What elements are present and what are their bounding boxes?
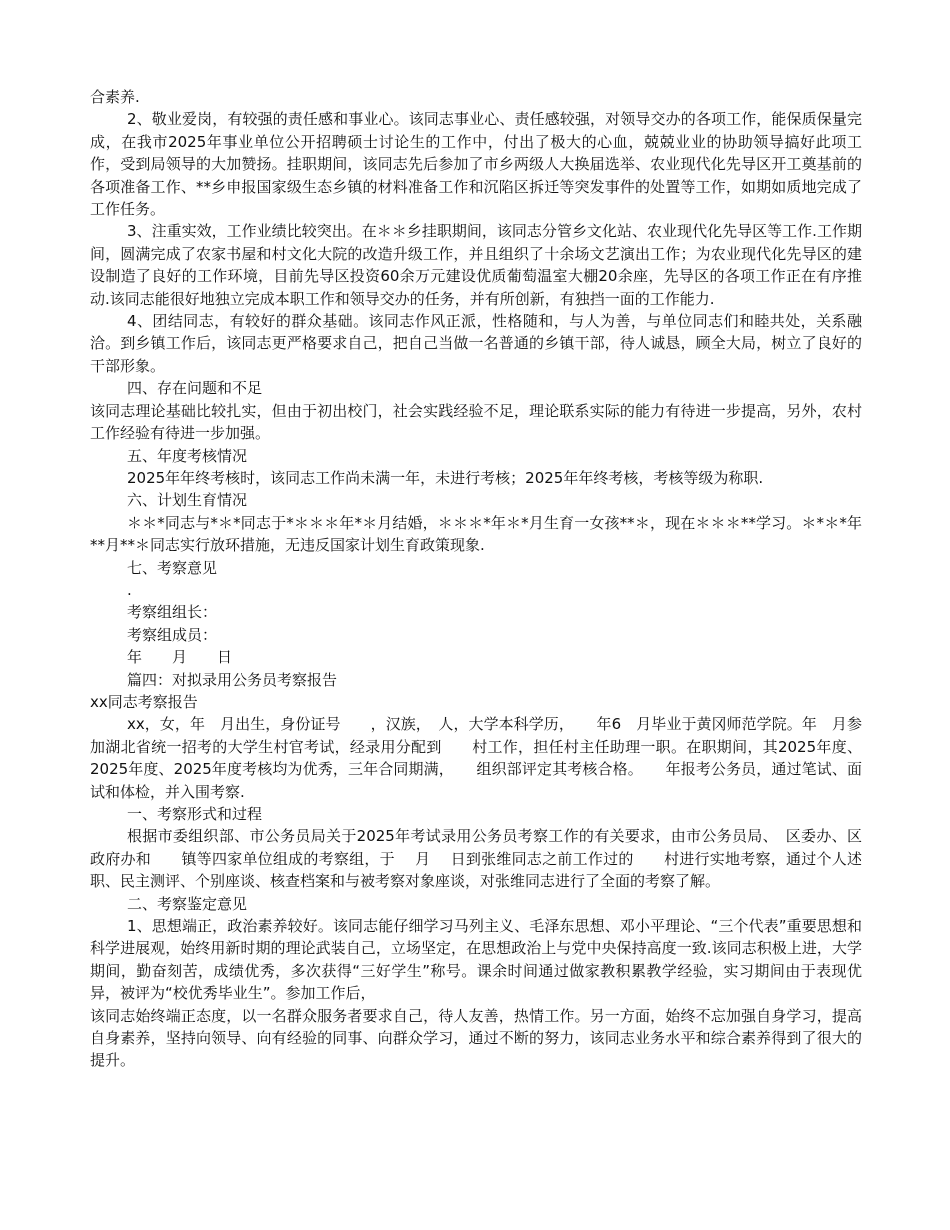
paragraph: 合素养. bbox=[90, 88, 140, 106]
section-heading: 一、考察形式和过程 bbox=[127, 805, 263, 823]
section-heading: 六、计划生育情况 bbox=[127, 491, 248, 510]
document-body bbox=[90, 86, 862, 1072]
paragraph: 该同志始终端正态度，以一名群众服务者要求自己，待人友善，热情工作。另一方面，始终不忘加强自身学习，提高自身素养，坚持向领导、向有经验的同事、向群众学习，通过不断的努力，该同志业务水平和综合素养得到了很大的提升。 bbox=[90, 1006, 862, 1070]
date-line: 年 月 日 bbox=[127, 648, 233, 667]
paragraph: 根据市委组织部、市公务员局关于2025年考试录用公务员考察工作的有关要求，由市公务员局、 区委办、区政府办和 镇等四家单位组成的考察组，于 月 日到张维同志之前工作过的 村进行实地考察，通过个人述职、民主测评、个别座谈、核查档案和与被考察对象座谈，对张维同志进行了全面的考察了解。 bbox=[90, 827, 862, 891]
chapter-title: 篇四：对拟录用公务员考察报告 bbox=[127, 670, 338, 689]
section-heading: 四、存在问题和不足 bbox=[127, 379, 263, 398]
paragraph: 该同志理论基础比较扎实，但由于初出校门，社会实践经验不足，理论联系实际的能力有待进一步提高，另外，农村工作经验有待进一步加强。 bbox=[90, 401, 862, 443]
paragraph: xx，女，年 月出生，身份证号 ，汉族， 人，大学本科学历， 年6 月毕业于黄冈师范学院。年 月参加湖北省统一招考的大学生村官考试，经录用分配到 村工作，担任村主任助理一职。在职期间，其2025年度、2025年度、2025年度考核均为优秀，三年合同期满， 组织部评定其考核合格。 年报考公务员，通过笔试、面试和体检，并入围考察. bbox=[90, 715, 862, 801]
paragraph: 3、注重实效，工作业绩比较突出。在＊＊乡挂职期间，该同志分管乡文化站、农业现代化先导区等工作.工作期间，圆满完成了农家书屋和村文化大院的改造升级工作，并且组织了十余场文艺演出工作；为农业现代化先导区的建设制造了良好的工作环境，目前先导区投资60余万元建设优质葡萄温室大棚20余座，先导区的各项工作正在有序推动.该同志能很好地独立完成本职工作和领导交办的任务，并有所创新，有独挡一面的工作能力. bbox=[90, 222, 862, 308]
section-heading: 二、考察鉴定意见 bbox=[127, 894, 248, 913]
signature-line-leader: 考察组组长： bbox=[127, 603, 218, 622]
paragraph: 2025年年终考核时，该同志工作尚未满一年，未进行考核；2025年年终考核，考核等级为称职. bbox=[127, 468, 764, 487]
report-title: xx同志考察报告 bbox=[90, 692, 198, 711]
paragraph: . bbox=[127, 580, 132, 599]
paragraph: 2、敬业爱岗，有较强的责任感和事业心。该同志事业心、责任感较强，对领导交办的各项工作，能保质保量完成，在我市2025年事业单位公开招聘硕士讨论生的工作中，付出了极大的心血，兢兢业业的协助领导搞好此项工作，受到局领导的大加赞扬。挂职期间，该同志先后参加了市乡两级人大换届选举、农业现代化先导区开工奠基前的各项准备工作、**乡申报国家级生态乡镇的材料准备工作和沉陷区拆迁等突发事件的处置等工作，如期如质地完成了工作任务。 bbox=[90, 110, 862, 219]
paragraph: ＊＊*同志与*＊*同志于*＊＊＊年*＊月结婚，＊＊＊*年＊*月生育一女孩**＊，现在＊＊＊**学习。＊*＊*年**月**＊同志实行放环措施，无违反国家计划生育政策现象. bbox=[90, 513, 862, 555]
paragraph: 4、团结同志，有较好的群众基础。该同志作风正派，性格随和，与人为善，与单位同志们和睦共处，关系融洽。到乡镇工作后，该同志更严格要求自己，把自己当做一名普通的乡镇干部，待人诚恳，顾全大局，树立了良好的干部形象。 bbox=[90, 312, 862, 375]
section-heading: 五、年度考核情况 bbox=[127, 446, 248, 465]
paragraph: 1、思想端正，政治素养较好。该同志能仔细学习马列主义、毛泽东思想、邓小平理论、“三个代表”重要思想和科学进展观，始终用新时期的理论武装自己，立场坚定，在思想政治上与党中央保持高度一致.该同志积极上进，大学期间，勤奋刻苦，成绩优秀，多次获得“三好学生”称号。课余时间通过做家教积累教学经验，实习期间由于表现优异，被评为“校优秀毕业生”。参加工作后， bbox=[90, 917, 862, 1003]
signature-line-members: 考察组成员： bbox=[127, 625, 218, 644]
section-heading: 七、考察意见 bbox=[127, 558, 218, 577]
